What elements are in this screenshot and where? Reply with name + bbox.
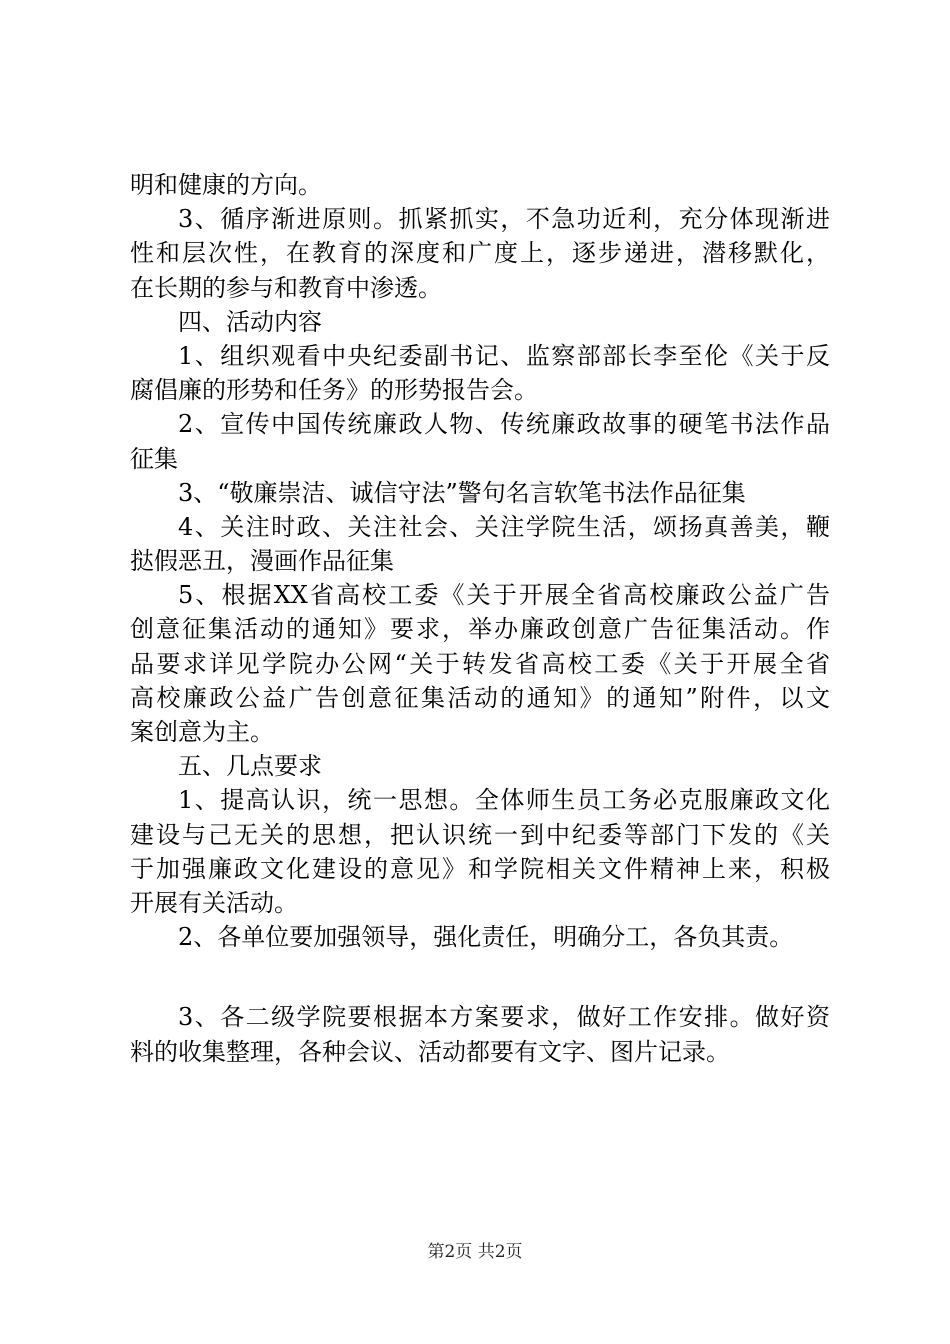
text-line: 3、“敬廉崇洁、诚信守法”警句名言软笔书法作品征集 (178, 478, 746, 507)
text-line: 高校廉政公益广告创意征集活动的通知》的通知”附件，以文 (130, 683, 830, 712)
page-footer: 第2页 共2页 (427, 1242, 523, 1262)
text-line: 建设与己无关的思想，把认识统一到中纪委等部门下发的《关 (130, 820, 830, 849)
text-line: 于加强廉政文化建设的意见》和学院相关文件精神上来，积极 (130, 854, 830, 883)
text-line: 2、各单位要加强领导，强化责任，明确分工，各负其责。 (178, 923, 794, 952)
text-line: 明和健康的方向。 (130, 171, 322, 199)
text-line: 2、宣传中国传统廉政人物、传统廉政故事的硬笔书法作品 (178, 410, 830, 439)
text-line: 3、循序渐进原则。抓紧抓实，不急功近利，充分体现渐进 (178, 205, 830, 234)
paragraph-gap (130, 954, 830, 1000)
text-line: 料的收集整理，各种会议、活动都要有文字、图片记录。 (130, 1037, 730, 1066)
text-line: 品要求详见学院办公网“关于转发省高校工委《关于开展全省 (130, 649, 830, 678)
text-line: 征集 (130, 444, 178, 473)
section-heading: 四、活动内容 (178, 307, 322, 336)
section-heading: 五、几点要求 (178, 752, 322, 781)
text-line: 开展有关活动。 (130, 888, 298, 917)
document-body (130, 168, 830, 1069)
text-line: 挞假恶丑，漫画作品征集 (130, 547, 394, 576)
text-line: 3、各二级学院要根据本方案要求，做好工作安排。做好资 (178, 1003, 830, 1032)
text-line: 5、根据XX省高校工委《关于开展全省高校廉政公益广告 (178, 581, 830, 610)
text-line: 性和层次性，在教育的深度和广度上，逐步递进，潜移默化， (130, 239, 830, 268)
text-line: 1、提高认识，统一思想。全体师生员工务必克服廉政文化 (178, 786, 830, 815)
text-line: 腐倡廉的形势和任务》的形势报告会。 (130, 376, 538, 405)
text-line: 4、关注时政、关注社会、关注学院生活，颂扬真善美，鞭 (178, 512, 830, 541)
text-line: 1、组织观看中央纪委副书记、监察部部长李至伦《关于反 (178, 341, 830, 370)
text-line: 创意征集活动的通知》要求，举办廉政创意广告征集活动。作 (130, 615, 830, 644)
text-line: 在长期的参与和教育中渗透。 (130, 273, 442, 302)
text-line: 案创意为主。 (130, 718, 274, 746)
